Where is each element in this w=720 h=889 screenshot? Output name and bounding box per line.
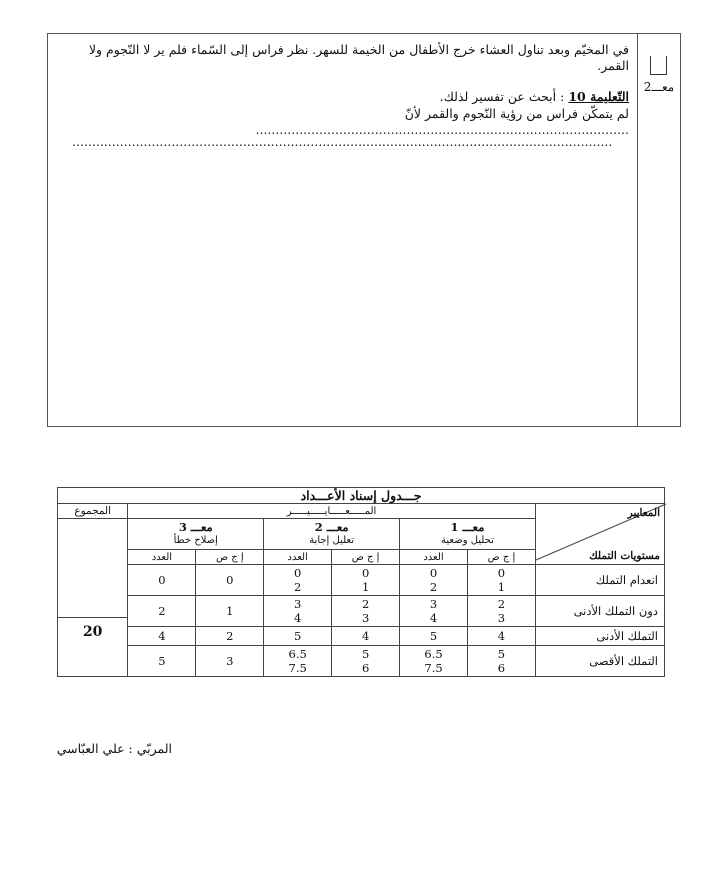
value: 6 [361,661,370,675]
value: 1 [361,580,370,594]
teacher-name: المربّي : علي العبّاسي [56,741,172,756]
level-row [58,565,665,596]
c3-score-cell: 5 [128,646,196,677]
criterion-2-header [264,519,400,550]
c3-success-header: إ ج ص [196,550,264,565]
c1-success-cell [468,646,536,677]
criterion-2-name: تعليل إجابة [309,535,355,546]
total-header: المجموع [58,504,128,519]
c2-success-cell [332,565,400,596]
answer-prompt[interactable]: لم يتمكّن فراس من رؤية النّجوم والقمر لأنّ .............................................................................................. [255,106,629,137]
value: 5 [497,647,506,661]
value: 3 [361,611,370,625]
c1-score-cell [400,565,468,596]
value: 0 [429,566,438,580]
value: 2 [429,580,438,594]
corner-header [535,504,664,565]
c2-score-cell [264,596,332,627]
criterion-checkbox[interactable] [650,56,667,75]
c2-score-cell [264,565,332,596]
value: 6.5 [288,647,307,661]
total-column [58,519,128,677]
level-name: التملك الأدنى [535,627,664,646]
c3-score-cell: 4 [128,627,196,646]
value: 7.5 [424,661,443,675]
level-row [58,596,665,627]
c3-success-cell: 3 [196,646,264,677]
level-name: انعدام التملك [535,565,664,596]
criteria-header: المـــــعـــــايـــــيـــــر [128,504,535,519]
instruction-text: : أبحث عن تفسير لذلك. [439,89,565,104]
value: 7.5 [288,661,307,675]
value: 6.5 [424,647,443,661]
c2-success-header: إ ج ص [332,550,400,565]
value: 0 [294,566,302,580]
value: 6 [497,661,506,675]
criterion-3-header [128,519,264,550]
c3-score-cell: 0 [128,565,196,596]
c2-success-cell [332,646,400,677]
value: 2 [361,597,370,611]
total-value: 20 [58,617,127,640]
value: 2 [294,580,302,594]
value: 4 [429,611,438,625]
value: 0 [361,566,370,580]
value: 3 [429,597,438,611]
c1-score-cell [400,646,468,677]
c3-success-cell: 2 [196,627,264,646]
c1-score-cell [400,596,468,627]
c1-success-cell [468,565,536,596]
value: 3 [497,611,506,625]
c2-score-header: العدد [264,550,332,565]
c3-score-header: العدد [128,550,196,565]
corner-criteria-label: المعايير [627,507,660,519]
level-row [58,646,665,677]
c2-success-cell: 4 [332,627,400,646]
criterion-2-code: معـــ 2 [314,520,349,534]
criterion-3-name: إصلاح خطأ [173,535,218,546]
c2-success-cell [332,596,400,627]
instruction [69,89,629,105]
c1-success-header: إ ج ص [468,550,536,565]
value: 3 [294,597,302,611]
criterion-label: معـــ2 [643,80,675,94]
c1-score-header: العدد [400,550,468,565]
criterion-1-code: معـــ 1 [450,520,485,534]
level-row [58,627,665,646]
grading-table [57,487,665,677]
value: 2 [497,597,506,611]
c2-score-cell [264,646,332,677]
level-name: التملك الأقصى [535,646,664,677]
answer-dotted-line[interactable]: ........................................................................................................................................ [72,134,613,149]
c3-success-cell: 1 [196,596,264,627]
value: 0 [497,566,506,580]
c2-score-cell: 5 [264,627,332,646]
c1-score-cell: 5 [400,627,468,646]
instruction-label: التّعليمة 10 [568,89,629,104]
c1-success-cell [468,596,536,627]
level-name: دون التملك الأدنى [535,596,664,627]
value: 5 [361,647,370,661]
corner-levels-label: مستويات التملك [589,550,660,562]
situation-text: في المخيّم وبعد تناول العشاء خرج الأطفال من الخيمة للسهر. نظر فراس إلى السّماء فلم ير لا النّجوم ولا القمر. [88,42,629,73]
c3-score-cell: 2 [128,596,196,627]
criterion-column-divider [637,33,638,427]
criterion-1-header [400,519,536,550]
criterion-1-name: تحليل وضعية [441,535,494,546]
value: 1 [497,580,506,594]
grading-table-title: جـــدول إسناد الأعـــداد [58,488,665,504]
c1-success-cell: 4 [468,627,536,646]
criterion-3-code: معـــ 3 [178,520,213,534]
value: 4 [294,611,302,625]
c3-success-cell: 0 [196,565,264,596]
